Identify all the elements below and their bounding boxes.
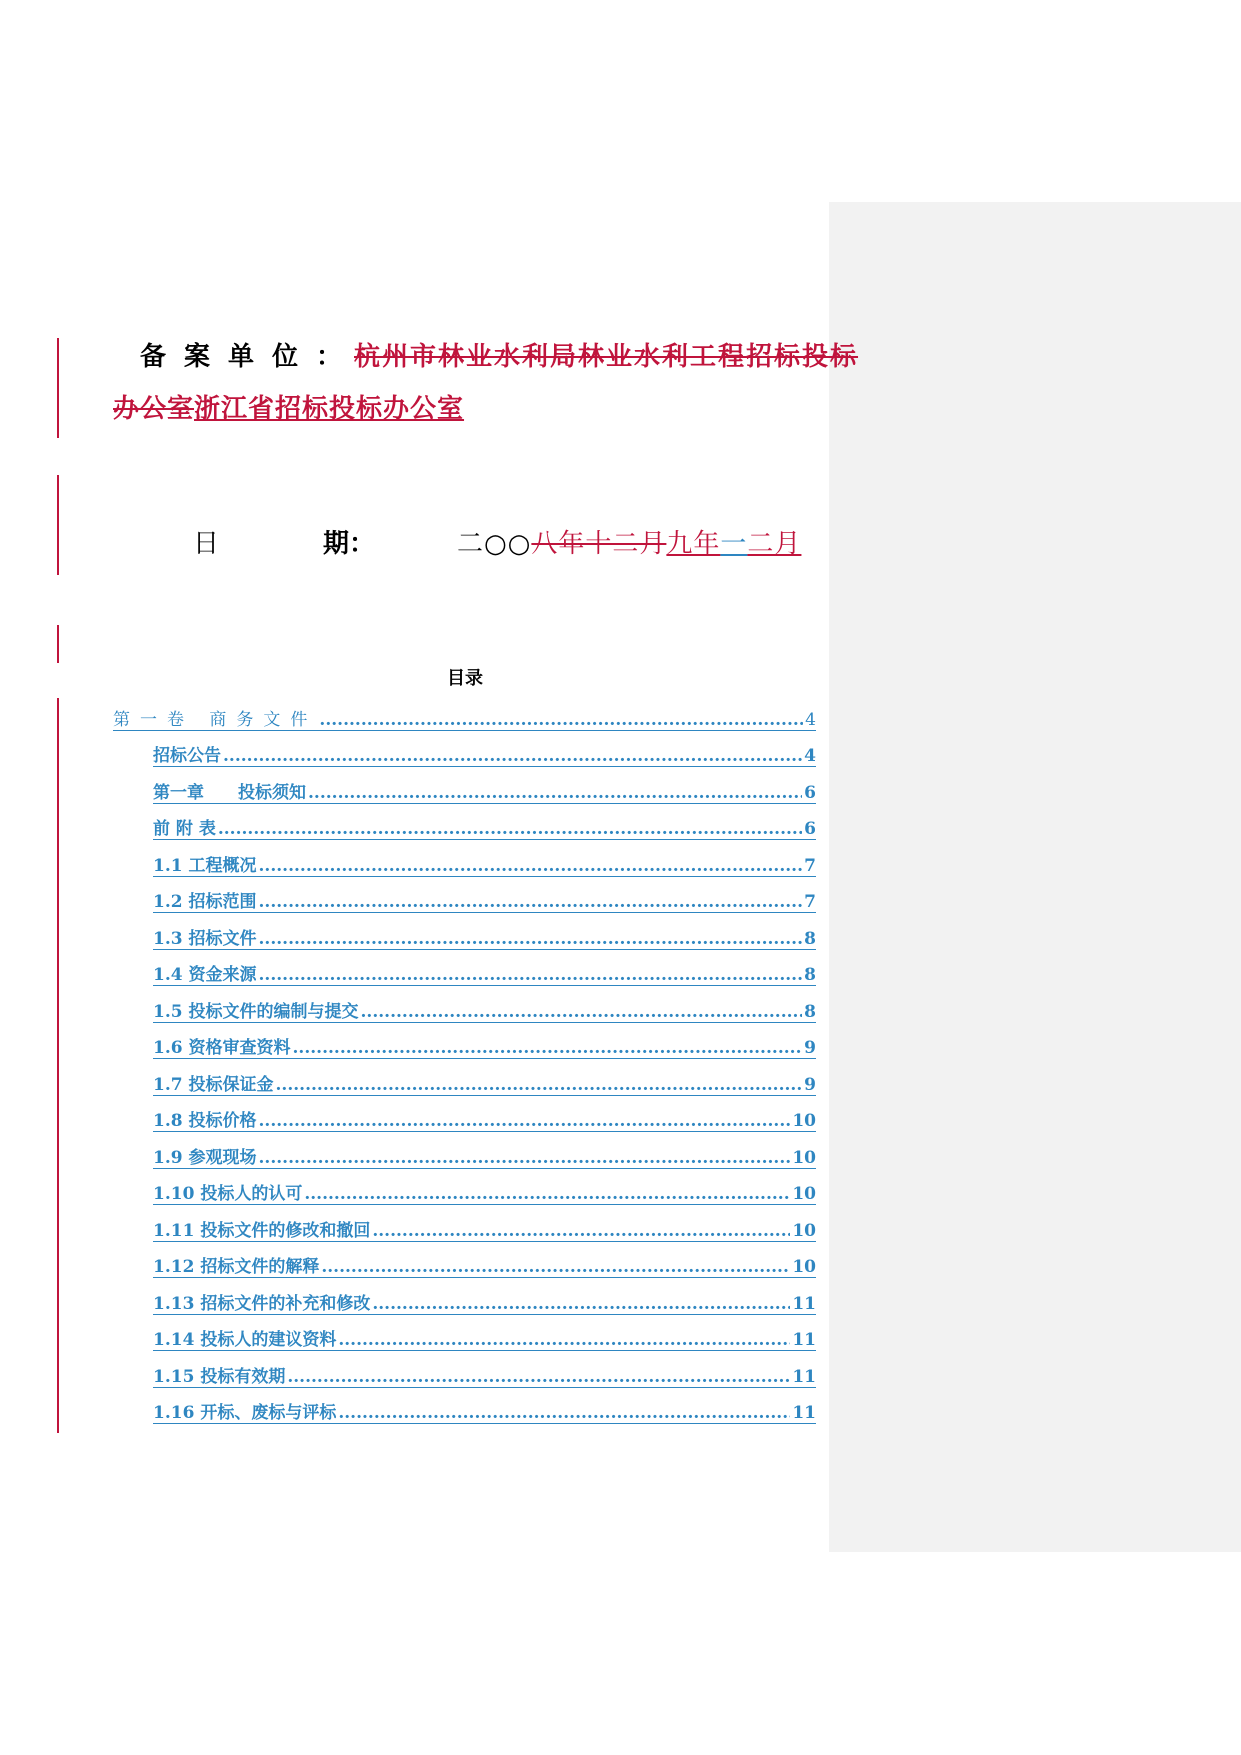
toc-leader-dots [338,1330,790,1350]
toc-entry-page: 10 [792,1111,816,1131]
toc-entry-page: 9 [804,1074,816,1095]
toc-leader-dots [287,1367,790,1387]
inserted-filing-unit[interactable]: 浙江省招标投标办公室 [194,394,465,424]
date-value [457,523,801,560]
toc-leader-dots [308,783,802,803]
toc-leader-dots [319,710,803,730]
toc-entry-label: 前 附 表 [153,819,216,839]
toc-leader-dots [259,1111,791,1131]
toc-entry-label: 1.10 投标人的认可 [153,1184,303,1204]
toc-entry-page: 4 [804,746,816,766]
toc-entry-page: 10 [792,1147,816,1168]
toc-entry[interactable] [153,779,816,804]
toc-entry[interactable] [153,1180,816,1205]
toc-leader-dots [218,819,802,839]
date-prefix: 二○○ [457,529,532,559]
toc-entry-page: 4 [805,710,816,730]
filing-unit-line-2 [113,388,464,425]
toc-entry[interactable] [153,1144,816,1169]
comment-pane [829,202,1241,1552]
toc-entry-label: 招标公告 [153,746,221,766]
toc-entry-page: 8 [804,1001,816,1022]
toc-entry-label: 1.15 投标有效期 [153,1366,286,1387]
toc-entry-page: 9 [804,1038,816,1058]
toc-entry-label: 1.12 招标文件的解释 [153,1257,320,1277]
deleted-filing-unit[interactable]: 杭州市林业水利局林业水利工程招标投标 [354,342,859,372]
toc-leader-dots [338,1403,790,1423]
toc-entry-label: 1.13 招标文件的补充和修改 [153,1293,371,1314]
toc-leader-dots [259,856,803,876]
toc-entry[interactable] [153,1326,816,1351]
toc-entry[interactable] [153,1290,816,1315]
toc-entry[interactable] [153,888,816,913]
change-bar [57,475,59,575]
date-label-day: 日 [193,529,220,559]
toc-entry[interactable] [153,742,816,767]
change-bar [57,338,59,438]
toc-entry-page: 11 [792,1293,816,1314]
toc-entry[interactable] [153,1253,816,1278]
toc-entry-page: 10 [792,1184,816,1204]
toc-entry-label: 1.7 投标保证金 [153,1074,274,1095]
toc-entry-label: 第一章 投标须知 [153,782,306,803]
toc-entry-page: 10 [792,1257,816,1277]
toc-entry-page: 8 [804,928,816,949]
change-bar [57,698,59,1433]
toc-entry-label: 1.4 资金来源 [153,965,257,985]
date-label-period: 期： [323,529,376,559]
toc-entry-page: 11 [792,1403,816,1423]
deleted-date[interactable]: 八年十二月 [531,529,667,559]
toc-leader-dots [223,746,802,766]
inserted-date-blue[interactable]: 一 [720,529,748,559]
toc-entry-label: 1.3 招标文件 [153,928,257,949]
toc-entry[interactable] [153,1071,816,1096]
toc-entry-label: 1.6 资格审查资料 [153,1038,291,1058]
toc-entry-label: 1.2 招标范围 [153,892,257,912]
toc-leader-dots [259,965,803,985]
toc-leader-dots [372,1294,790,1314]
toc-leader-dots [372,1221,790,1241]
inserted-date-year[interactable]: 九年 [666,529,721,559]
toc-entry-label: 1.9 参观现场 [153,1147,257,1168]
toc-leader-dots [259,1148,791,1168]
filing-unit-label: 备案单位： [140,342,361,372]
toc-entry[interactable] [153,998,816,1023]
toc-entry-label: 1.5 投标文件的编制与提交 [153,1001,359,1022]
toc-entry[interactable] [153,1217,816,1242]
toc-entry[interactable] [153,925,816,950]
toc-entry-page: 6 [804,782,816,803]
toc-entry-page: 8 [804,965,816,985]
change-bar [57,625,59,663]
toc-entry-page: 11 [792,1366,816,1387]
toc-entry-label: 1.14 投标人的建议资料 [153,1330,337,1350]
toc-entry[interactable] [153,852,816,877]
toc-entry-label: 1.11 投标文件的修改和撤回 [153,1220,371,1241]
toc-leader-dots [361,1002,803,1022]
toc-entry[interactable] [153,1107,816,1132]
toc-leader-dots [276,1075,803,1095]
toc-title: 目录 [447,668,483,689]
toc-entry-page: 11 [792,1330,816,1350]
toc-entry-page: 7 [804,855,816,876]
toc-entry-page: 7 [804,892,816,912]
toc-entry[interactable] [153,1034,816,1059]
toc-leader-dots [293,1038,803,1058]
toc-entry[interactable] [153,961,816,986]
toc-entry[interactable] [153,815,816,840]
filing-unit-line [140,336,859,373]
toc-entry[interactable] [153,1399,816,1424]
toc-entry[interactable] [153,1363,816,1388]
toc-leader-dots [321,1257,790,1277]
toc-leader-dots [304,1184,790,1204]
toc-entry-page: 6 [804,819,816,839]
toc-leader-dots [259,892,803,912]
deleted-filing-unit-continued[interactable]: 办公室 [113,394,195,424]
toc-main-entry[interactable] [113,706,816,731]
toc-entry-label: 第一卷 商务文件 [113,710,318,730]
inserted-date-month[interactable]: 二月 [747,529,802,559]
toc-entry-label: 1.1 工程概况 [153,855,257,876]
toc-entry-page: 10 [792,1220,816,1241]
toc-entry-label: 1.16 开标、废标与评标 [153,1403,337,1423]
toc-leader-dots [259,929,803,949]
toc-entry-label: 1.8 投标价格 [153,1111,257,1131]
